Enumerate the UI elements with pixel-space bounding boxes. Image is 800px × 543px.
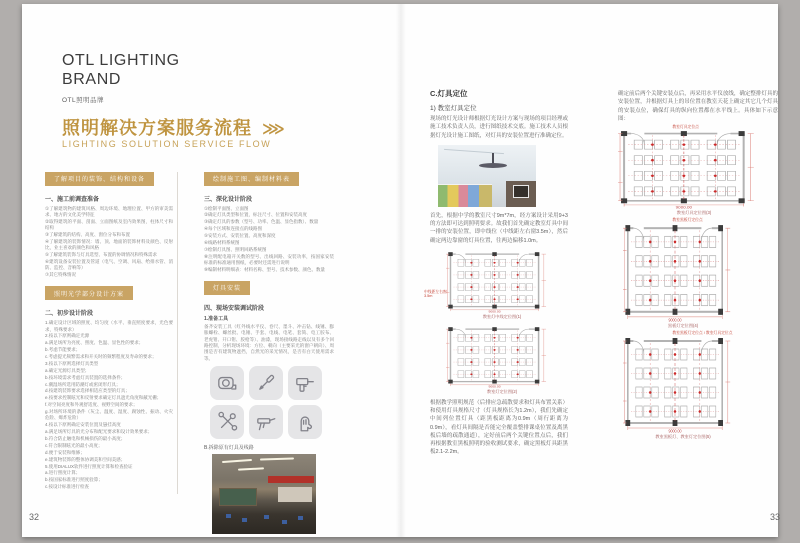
section-header-project-survey: 了解项目的装饰、结构和设备 <box>45 172 154 186</box>
list-item: c.符合限制眩光的最小高度； <box>45 442 103 448</box>
tool-icon-grid <box>210 366 334 439</box>
list-item: ④每个区域和连接点的线路图 <box>204 226 263 232</box>
floor-plan-diagram-1 <box>446 249 558 313</box>
column-drawings-install <box>204 168 334 534</box>
section-header-lamp-installation: 灯具安装 <box>204 281 250 295</box>
list-item: d.便于安装和维修； <box>45 449 85 455</box>
red-banner <box>268 476 314 483</box>
list-item: ①绘制平面图、立面图 <box>204 205 249 211</box>
list-item: c.潮湿场所选用防潮灯或密闭形灯具； <box>45 381 121 387</box>
list-item: b.按国家标准进行照度验算； <box>45 477 103 483</box>
checklist-pre-construction <box>45 206 173 279</box>
wrench-icon <box>210 405 244 439</box>
list-item: 5.使用DIALUX软件进行照度计算和检查验证 <box>45 463 133 469</box>
classroom-demolition-photo <box>212 454 316 534</box>
tape-measure-icon <box>210 366 244 400</box>
poster-wall <box>438 184 492 207</box>
positioning-paragraph-3: 根据教学照明规范（后排应急疏散要求和灯具布置关系）和使用灯具规格尺寸（灯具规格长为1.2m），我们先确定中间列位置灯具（距黑板距离为0.9m（周行距离为0.9m），看灯具间隔是否能完全覆盖整排课桌位置及离黑板后墙的疏散通道），定好前后两个关键位置点后，我们再根据教室黑板照明的验收测试要求，确定黑板灯具距黑板2.1-2.2m。 <box>430 399 568 456</box>
section-title-site-installation: 四、现场安装调试阶段 <box>204 305 265 312</box>
floor-plan-block-4 <box>618 220 778 329</box>
floor-plan-diagram-5 <box>623 333 743 433</box>
subsection-title-classroom: 1) 教室灯具定位 <box>430 105 477 112</box>
list-item: e.按要求控制眩光和反射要求确定灯具遮光角度和蔽光栅； <box>45 395 162 401</box>
section-header-construction-drawings: 绘制施工图、编制材料表 <box>204 172 299 186</box>
page-title <box>62 114 286 140</box>
list-item: ③了解建筑的结构、高度、窗位分布和布置 <box>45 232 131 237</box>
floor-plan-diagram-3 <box>618 127 770 209</box>
svg-text:9000.00: 9000.00 <box>488 309 501 313</box>
list-item: 1.确定设计区域的照度、均匀度（水平、垂直照度要求，光色要求，特殊要求） <box>45 320 173 332</box>
diagram-callout: 中线距左右窗3.5m <box>424 289 447 299</box>
list-item: 3.按以下原则选择灯具类型 <box>45 360 99 366</box>
column-positioning-diagrams <box>618 90 778 444</box>
list-item: ④了解建筑的装饰情况：墙、顶、地面的装饰材料及颜色、反射比，业主喜欢的颜色和风格 <box>45 238 173 251</box>
brand-subtitle: OTL照明品牌 <box>62 96 105 104</box>
list-item: a.满足场所为亮度、照度、色温、显色性的要求； <box>45 340 144 346</box>
list-item: d.按建筑装饰要求选择相适应类型的灯具； <box>45 388 130 394</box>
checklist-preliminary-design <box>45 320 173 490</box>
list-item: ⑥线路材料系统图 <box>204 239 240 245</box>
diagram-caption-3: 教室灯具定位图(3) <box>676 210 712 215</box>
classroom-ceiling-photo <box>438 145 536 207</box>
list-item: 4.按以下原则确定安装位置及悬挂高度 <box>45 422 121 428</box>
list-item: ⑤了解建筑装饰与灯具选型、布置的协调情况和特殊需求 <box>45 252 158 258</box>
list-item: a.满足场所灯具的光分布和配光要求和设计效果要求； <box>45 429 153 435</box>
tools-paragraph: 备齐安装工具（红外线水平仪、卷尺、墨斗、冲击钻、线锤、膨胀螺栓、螺丝批、电锤、手套、电线、电笔、套筒、电工胶布、老虎钳、开口钳、胶枪等）、油漆，现场接线路走线以及有多个回路控制，分析现场环境：方位、朝向（主要采光的窗户朝向）、周围是否有建筑物遮挡，自然光的采光情况，是否有白天使用需求等。 <box>204 323 334 361</box>
page-number-left: 32 <box>29 512 40 522</box>
list-item: ⑧注明配电箱开关数的型号、出线回路、安装功率，按国家安装标准的标准通用图纸，必要时还需进行说明 <box>204 253 334 265</box>
diagram-callout: 教室黑板灯定位点 <box>672 218 703 222</box>
section-header-optical-design: 照明光学部分设计方案 <box>45 286 133 300</box>
diagram-caption-2: 教室灯定位图(2) <box>486 388 518 394</box>
svg-text:9000.00: 9000.00 <box>488 384 501 388</box>
diagram-callout: 教室灯具定位点 <box>672 125 699 129</box>
floor-plan-diagram-2 <box>446 324 558 388</box>
column-divider <box>177 172 178 494</box>
chalkboard <box>219 488 257 506</box>
column-survey <box>45 168 173 495</box>
drill-icon <box>288 366 322 400</box>
list-item: c.按设计标准进行检查 <box>45 484 89 490</box>
leveling-paragraph: 确定前后两个关键安装点后，再采用水平仪放线，确定整排灯具的安装位置，并根据灯具上的吊位置在教室天花上确定其它几个灯具的安装点位，确保灯具的纵向位置都在水平线上。具体如下示意图： <box>618 91 778 122</box>
floor-plan-block-3 <box>618 127 778 216</box>
brand-title-line2: BRAND <box>62 70 122 88</box>
list-item: 2.按以下原则确定光源 <box>45 333 90 339</box>
diagram-caption-5: 教室黑板灯、教室灯定位图(5) <box>655 434 711 439</box>
page-title-text: 照明解决方案服务流程 <box>62 118 252 138</box>
gloves-icon <box>288 405 322 439</box>
brand-title-line1: OTL LIGHTING <box>62 52 180 69</box>
list-item: ⑤安装方式、安装位置、高度和深度 <box>204 233 276 238</box>
section-title-detailed-design: 三、深化设计阶段 <box>204 196 253 203</box>
list-item: ②确定灯具类型和位置，标注尺寸、位置和安装高度 <box>204 212 308 218</box>
list-item: a.进行照度计算； <box>45 470 81 476</box>
svg-text:9000.00: 9000.00 <box>668 317 682 322</box>
tools-preparation-title: 1.准备工具 <box>204 315 229 322</box>
positioning-paragraph-1: 现场的灯光设计师根据灯光设计方案与现场的项目经理或施工技术负责人员，进行图纸技术交底。施工技术人员根据灯光设计施工图纸，对灯具的安装位置进行准确定位。 <box>430 116 568 139</box>
list-item: ①了解建筑物的建筑风格、周边环境、地理位置、甲方的审美需求、地方的文化美学特征 <box>45 205 173 217</box>
list-item: b.考虑节能要求； <box>45 347 81 353</box>
column-lamp-positioning <box>424 88 568 461</box>
diagram-caption-1: 教室灯中线定位图(1) <box>482 313 522 319</box>
section-title-lamp-positioning: C.灯具定位 <box>430 89 468 98</box>
svg-text:9000.00: 9000.00 <box>668 428 682 433</box>
caulk-gun-icon <box>249 405 283 439</box>
floor-plan-block-1 <box>424 249 568 320</box>
page-number-right: 33 <box>770 512 781 522</box>
brand-header <box>62 52 180 104</box>
svg-text:9000.00: 9000.00 <box>675 205 693 209</box>
page-gutter <box>396 4 406 537</box>
floor-plan-block-2 <box>430 324 568 395</box>
page-subtitle: LIGHTING SOLUTION SERVICE FLOW <box>62 139 272 149</box>
floor-plan-block-5 <box>618 333 778 440</box>
list-item: f.对空间亮度和外观舒适度、视野空间的要求； <box>45 402 138 408</box>
list-item: ③确定灯具的参数（型号、功率、色温、显色指数）、数量 <box>204 219 319 225</box>
page-surface <box>22 4 781 537</box>
positioning-paragraph-2: 首先，根据中学的教室尺寸9m*7m，经方案设计采用9+3的方法即可达到照明要求。故我们首先确定教室灯具中间一排的安装位置，即中线位（中线距左右窗3.5m），然后确定两边靠窗的灯具位置，往两边偏移1.0m。 <box>430 212 568 244</box>
list-item: a.确定光源灯具类型； <box>45 367 90 373</box>
photo-caption: B.拆除原有灯具及线路 <box>204 445 254 451</box>
list-item: c.考虑提光频繁需求和开关时的频繁程度及寿命的要求； <box>45 354 157 359</box>
list-item: ②取得建筑的平面、剖面、立面图纸及室内效果图，柱体尺寸和结构 <box>45 218 173 231</box>
section-title-pre-construction: 一、施工前调查准备 <box>45 196 100 203</box>
diagram-caption-4: 黑板灯定位图(4) <box>667 323 699 328</box>
list-item: ⑥建筑设备安装位置及管道（电气、空调、风扇、给排水管、消防、监控、音响等） <box>45 259 173 271</box>
list-item: b.符合防止触电和机械损伤的最小高度； <box>45 436 126 441</box>
list-item: b.按环境需求考虑灯具装置的选择条件； <box>45 374 126 380</box>
list-item: ⑨编制材料明细表：材料名称、型号、技术参数、颜色、数量 <box>204 266 326 272</box>
list-item: e.建筑物装饰的整体协调美和空间美感； <box>45 456 126 462</box>
list-item: g.对场所环境的条件（灰尘、温度、湿度、腐蚀性、振动、火灾危险、爆炸危险） <box>45 409 173 421</box>
list-item: ⑦其它特殊情况 <box>45 272 77 278</box>
floor-plan-diagram-4 <box>623 220 743 322</box>
screwdriver-icon <box>249 366 283 400</box>
section-title-preliminary-design: 二、初步设计阶段 <box>45 311 94 318</box>
list-item: ⑦绘制灯具图、照明回路系统图 <box>204 246 267 252</box>
cabinets <box>278 487 312 502</box>
checklist-detailed-design <box>204 206 334 274</box>
triple-chevron-icon: ⋙ <box>262 121 286 138</box>
diagram-callout: 教室黑板灯定位点 / 教室灯具定位点 <box>672 331 733 335</box>
